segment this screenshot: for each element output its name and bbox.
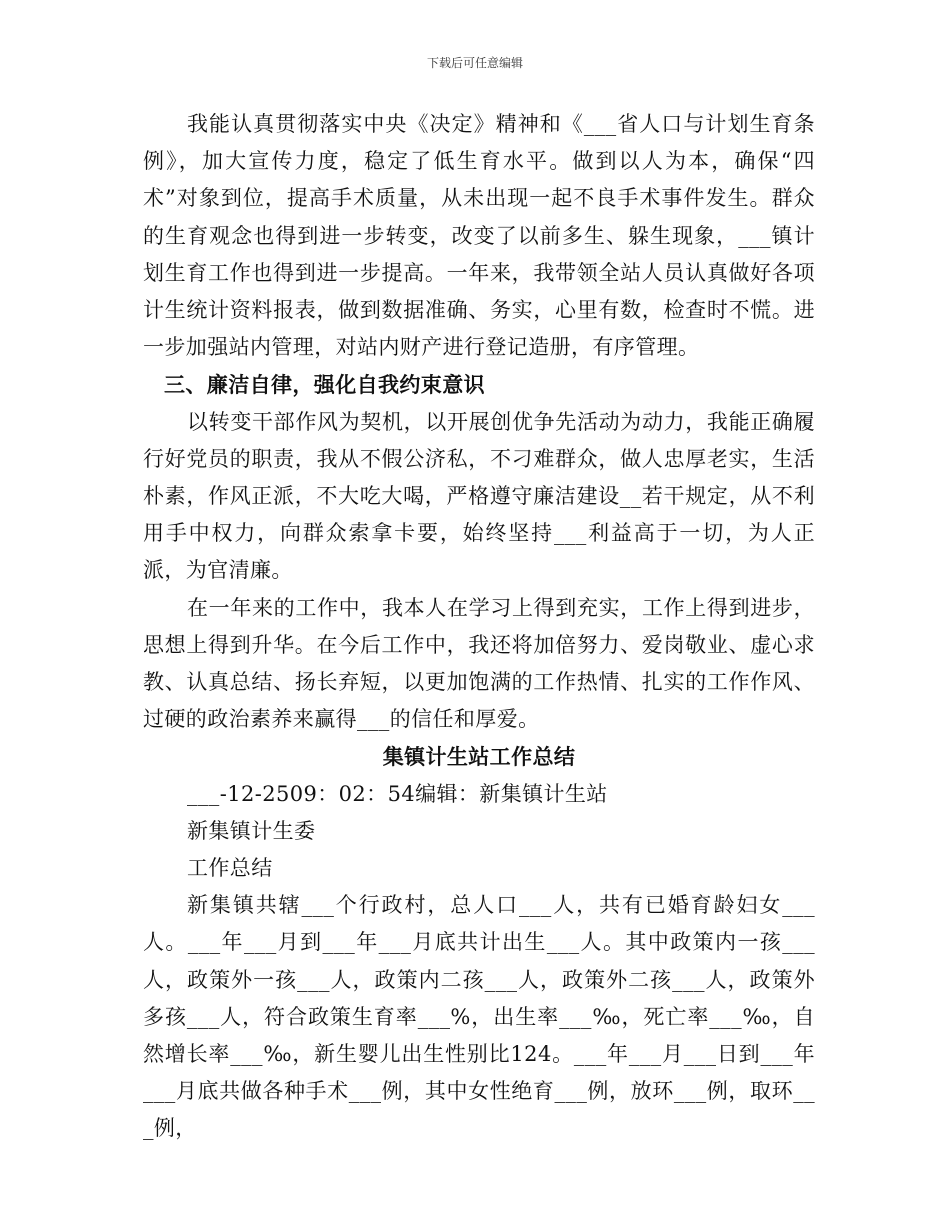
section-heading-integrity: 三、廉洁自律，强化自我约束意识 <box>164 372 485 398</box>
document-subtitle: 工作总结 <box>187 856 273 881</box>
paragraph-conclusion: 在一年来的工作中，我本人在学习上得到充实，工作上得到进步，思想上得到升华。在今后工作中，我还将加倍努力、爱岗敬业、虚心求教、认真总结、扬长弃短，以更加饱满的工作热情、扎实的工作作风、过硬的政治素养来赢得___的信任和厚爱。 <box>143 595 815 732</box>
paragraph-integrity: 以转变干部作风为契机，以开展创优争先活动为动力，我能正确履行好党员的职责，我从不假公济私，不刁难群众，做人忠厚老实，生活朴素，作风正派，不大吃大喝，严格遵守廉洁建设__若干规定，从不利用手中权力，向群众索拿卡要，始终坚持___利益高于一切，为人正派，为官清廉。 <box>143 409 815 583</box>
paragraph-statistics: 新集镇共辖___个行政村，总人口___人，共有已婚育龄妇女___人。___年___月到___年___月底共计出生___人。其中政策内一孩___人，政策外一孩___人，政策内二孩___人，政策外二孩___人，政策外多孩___人，符合政策生育率___%，出生率___‰，死亡率___‰，自然增长率___‰，新生婴儿出生性别比124。___年___月___日到___年___月底共做各种手术___例，其中女性绝育___例，放环___例，取环___例， <box>143 893 815 1141</box>
organization-name: 新集镇计生委 <box>187 818 316 843</box>
document-title: 集镇计生站工作总结 <box>382 744 576 770</box>
paragraph-family-planning-work: 我能认真贯彻落实中央《决定》精神和《___省人口与计划生育条例》，加大宣传力度，稳定了低生育水平。做到以人为本，确保“四术”对象到位，提高手术质量，从未出现一起不良手术事件发生。群众的生育观念也得到进一步转变，改变了以前多生、躲生现象，___镇计划生育工作也得到进一步提高。一年来，我带领全站人员认真做好各项计生统计资料报表，做到数据准确、务实，心里有数，检查时不慌。进一步加强站内管理，对站内财产进行登记造册，有序管理。 <box>143 112 815 360</box>
edit-meta-line: ___-12-2509：02：54编辑：新集镇计生站 <box>187 781 608 806</box>
header-note: 下载后可任意编辑 <box>426 56 523 70</box>
document-body <box>143 106 815 1148</box>
